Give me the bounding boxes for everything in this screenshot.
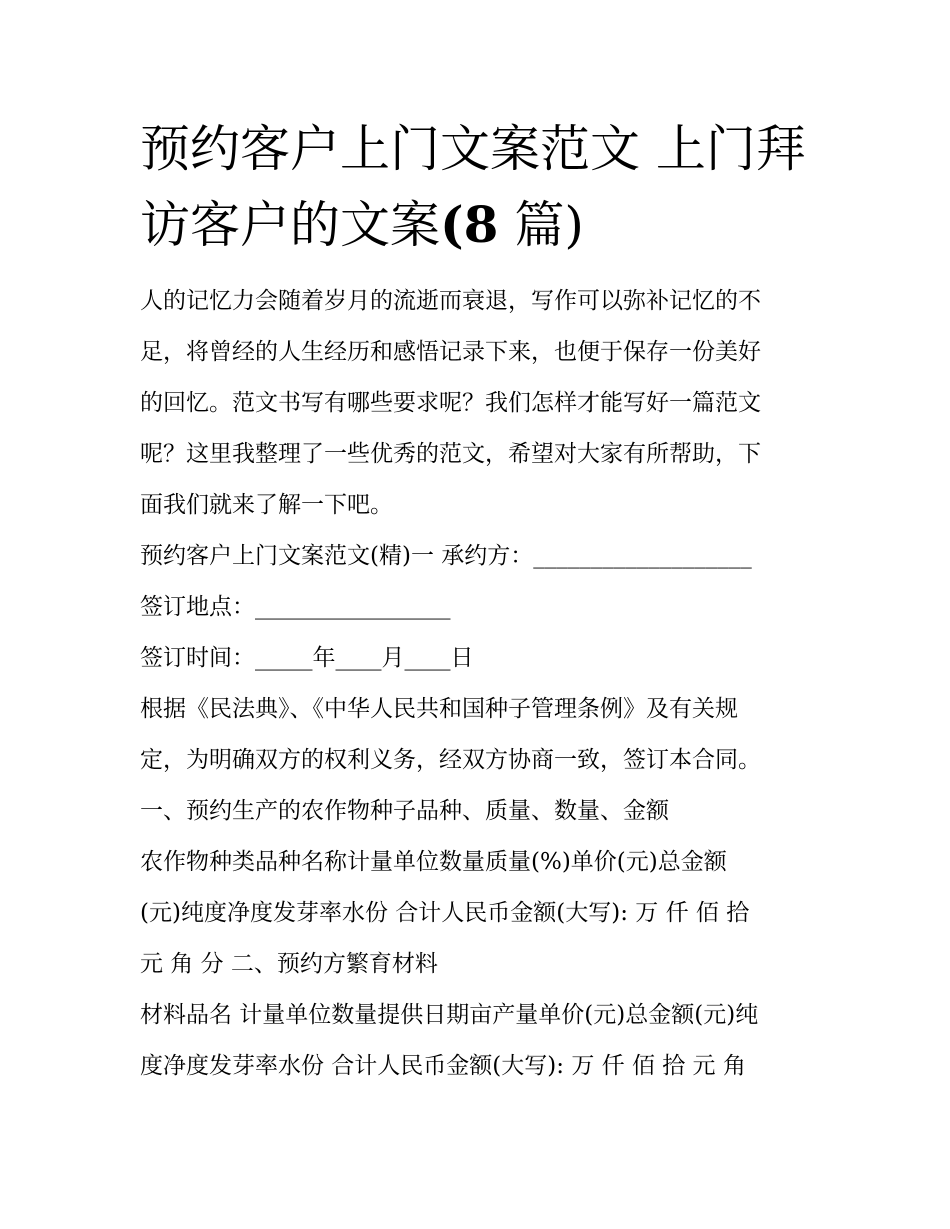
text-line: 足，将曾经的人生经历和感悟记录下来，也便于保存一份美好 xyxy=(140,339,761,365)
page-title xyxy=(140,112,820,263)
text-line: 元 角 分 二、预约方繁育材料 xyxy=(140,951,438,977)
title-line-2 xyxy=(140,187,820,263)
text-line: 一、预约生产的农作物种子品种、质量、数量、金额 xyxy=(140,798,669,824)
document-body xyxy=(140,276,820,1092)
title-count: (8 xyxy=(440,195,499,254)
text-line: 呢？这里我整理了一些优秀的范文，希望对大家有所帮助，下 xyxy=(140,441,761,467)
text-line: 人的记忆力会随着岁月的流逝而衰退，写作可以弥补记忆的不 xyxy=(140,288,761,314)
title-line-2-text: 访客户的文案 xyxy=(140,196,440,254)
text-line: 签订地点：_________________ xyxy=(140,594,451,620)
text-line: (元)纯度净度发芽率水份 合计人民币金额(大写): 万 仟 佰 拾 xyxy=(140,900,750,926)
text-line: 度净度发芽率水份 合计人民币金额(大写): 万 仟 佰 拾 元 角 xyxy=(140,1053,746,1079)
text-line: 农作物种类品种名称计量单位数量质量(%)单价(元)总金额 xyxy=(140,849,727,875)
text-line: 材料品名 计量单位数量提供日期亩产量单价(元)总金额(元)纯 xyxy=(140,1002,759,1028)
text-line: 的回忆。范文书写有哪些要求呢？我们怎样才能写好一篇范文 xyxy=(140,390,761,416)
title-suffix: 篇) xyxy=(498,196,584,254)
text-line: 定，为明确双方的权利义务，经双方协商一致，签订本合同。 xyxy=(140,747,761,773)
text-line: 签订时间：_____年____月____日 xyxy=(140,645,474,671)
text-line: 面我们就来了解一下吧。 xyxy=(140,492,393,518)
title-line-1: 预约客户上门文案范文 上门拜 xyxy=(140,120,806,178)
text-line: 根据《民法典》、《中华人民共和国种子管理条例》及有关规 xyxy=(140,696,738,722)
text-line: 预约客户上门文案范文(精)一 承约方：___________________ xyxy=(140,543,752,569)
